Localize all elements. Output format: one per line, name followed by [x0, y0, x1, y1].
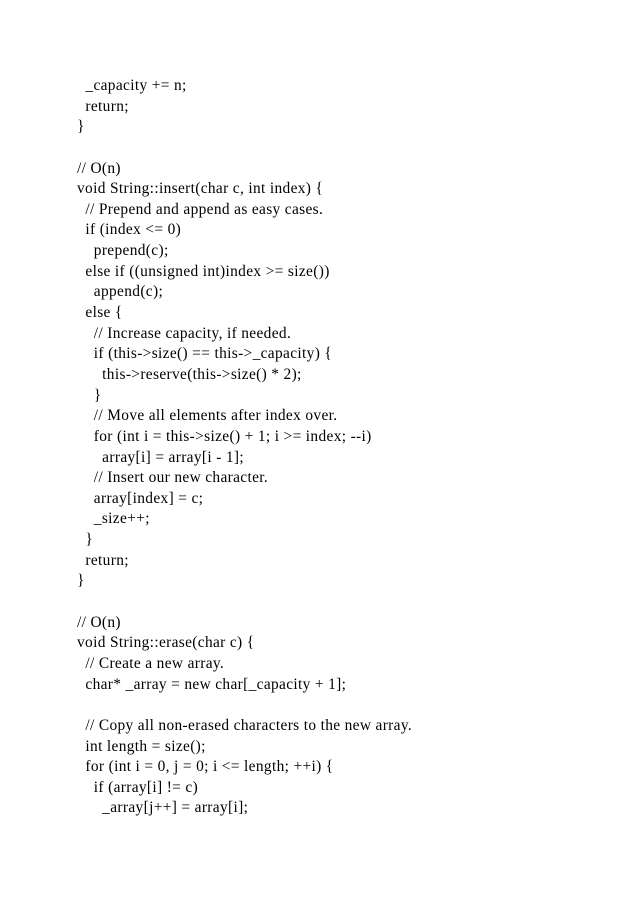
code-line: for (int i = 0, j = 0; i <= length; ++i) { — [77, 758, 334, 776]
code-line: // Copy all non-erased characters to the new array. — [77, 716, 413, 734]
code-line: // Prepend and append as easy cases. — [77, 200, 324, 218]
code-line: prepend(c); — [77, 242, 169, 260]
code-line: // Insert our new character. — [77, 469, 269, 487]
code-line: this->reserve(this->size() * 2); — [77, 365, 302, 383]
code-line: if (array[i] != c) — [77, 778, 199, 796]
code-line — [77, 138, 412, 159]
code-line: } — [77, 531, 94, 549]
code-line: } — [77, 118, 85, 136]
code-line: array[index] = c; — [77, 489, 204, 507]
code-line: if (this->size() == this->_capacity) { — [77, 345, 333, 363]
code-line: else { — [77, 304, 123, 322]
code-line: return; — [77, 97, 129, 115]
code-line: return; — [77, 551, 129, 569]
code-listing — [77, 76, 412, 819]
code-line: else if ((unsigned int)index >= size()) — [77, 262, 330, 280]
code-line — [77, 695, 412, 716]
code-line: // Move all elements after index over. — [77, 407, 338, 425]
code-line: char* _array = new char[_capacity + 1]; — [77, 675, 347, 693]
code-line: // O(n) — [77, 159, 121, 177]
code-line: if (index <= 0) — [77, 221, 182, 239]
code-line: array[i] = array[i - 1]; — [77, 448, 245, 466]
code-line: _array[j++] = array[i]; — [77, 799, 249, 817]
code-line: int length = size(); — [77, 737, 206, 755]
code-line: } — [77, 572, 85, 590]
code-line — [77, 592, 412, 613]
code-line: } — [77, 386, 102, 404]
code-line: for (int i = this->size() + 1; i >= index; --i) — [77, 427, 372, 445]
code-line: // Create a new array. — [77, 654, 225, 672]
code-line: // O(n) — [77, 613, 121, 631]
code-line: void String::insert(char c, int index) { — [77, 180, 324, 198]
code-line: // Increase capacity, if needed. — [77, 324, 292, 342]
code-line: void String::erase(char c) { — [77, 634, 255, 652]
code-line: _capacity += n; — [77, 77, 187, 94]
code-line: append(c); — [77, 283, 164, 301]
code-line: _size++; — [77, 510, 150, 528]
